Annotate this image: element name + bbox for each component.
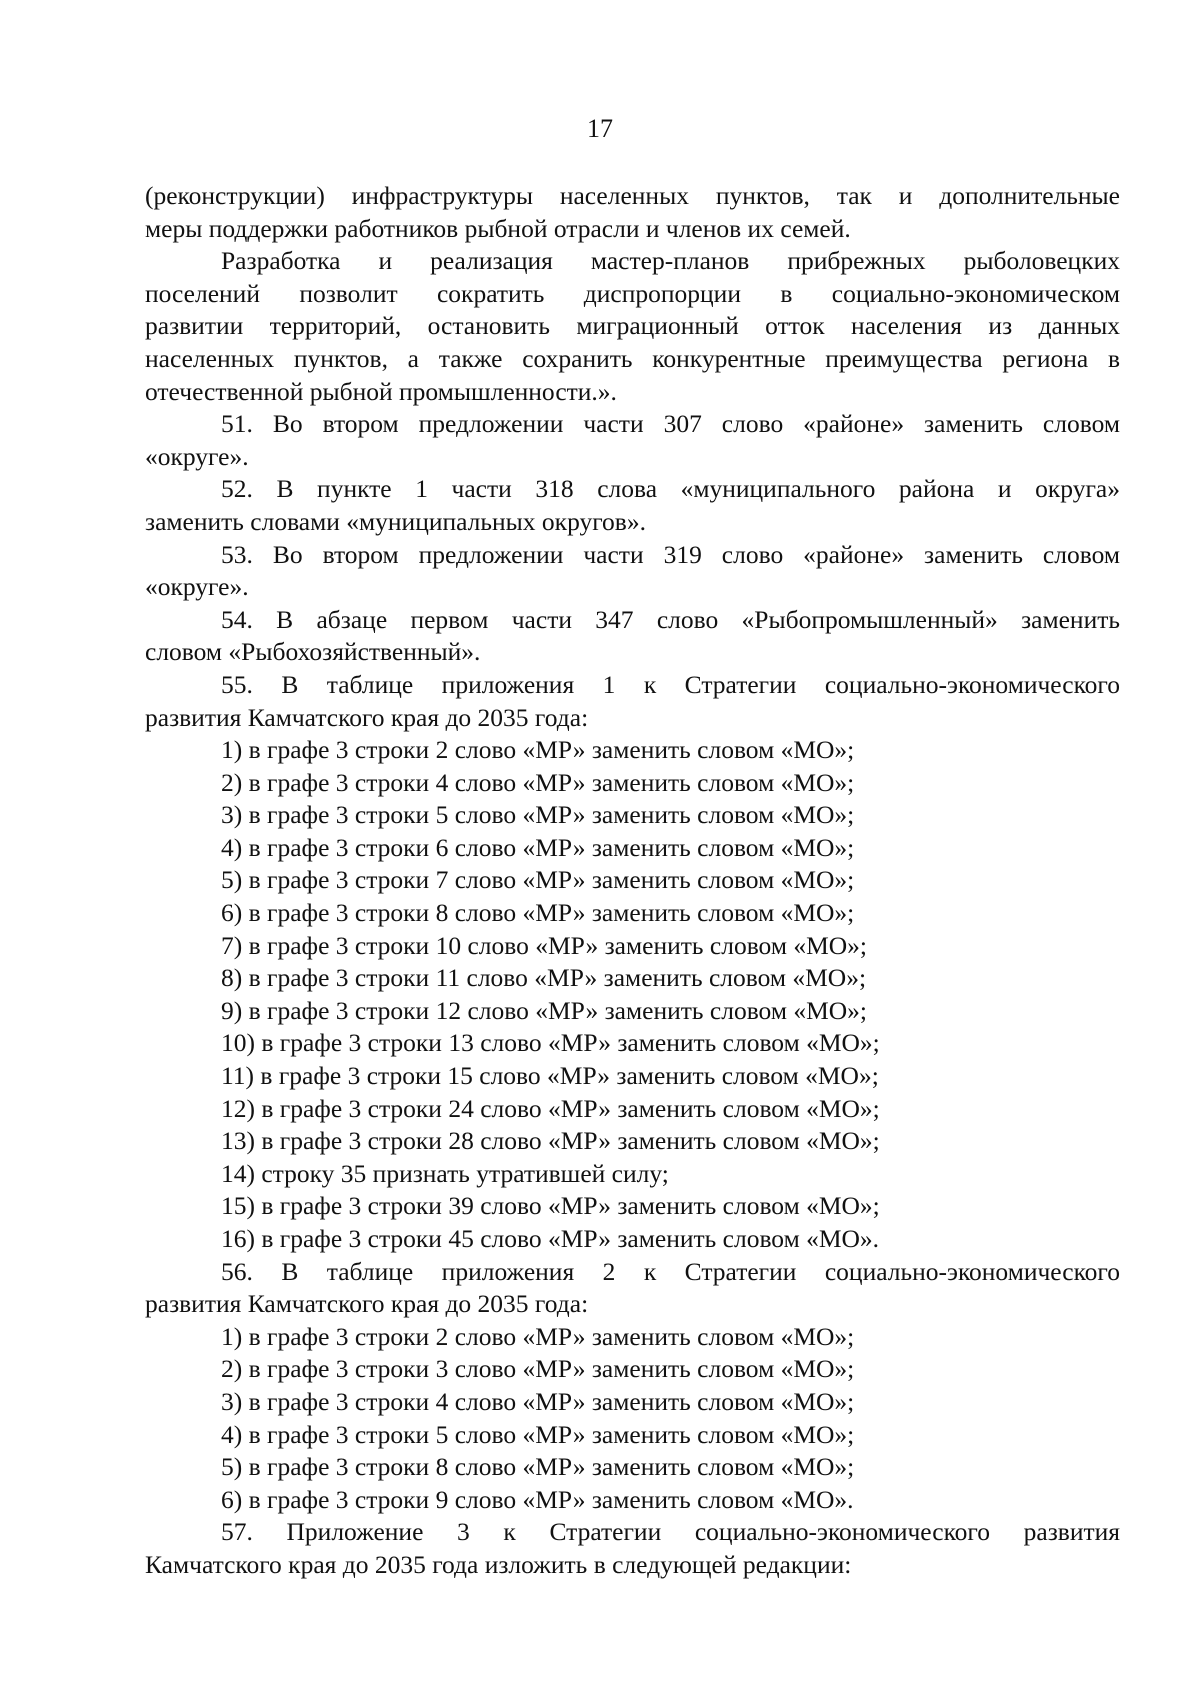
list-item: 5) в графе 3 строки 7 слово «МР» заменить словом «МО»; xyxy=(221,865,855,895)
text-line: «округе». xyxy=(145,441,249,471)
paragraph-item-55 xyxy=(145,669,1120,734)
list-item: 8) в графе 3 строки 11 слово «МР» заменить словом «МО»; xyxy=(221,963,867,993)
text-line: отечественной рыбной промышленности.». xyxy=(145,376,617,406)
list-item: 10) в графе 3 строки 13 слово «МР» заменить словом «МО»; xyxy=(221,1028,880,1058)
text-line: Разработка и реализация мастер-планов прибрежных рыболовецких xyxy=(221,246,1120,276)
paragraph-master-plans xyxy=(145,245,1120,408)
text-line: развития Камчатского края до 2035 года: xyxy=(145,702,589,732)
list-item: 3) в графе 3 строки 4 слово «МР» заменить словом «МО»; xyxy=(221,1386,855,1416)
text-line: 52. В пункте 1 части 318 слова «муниципального района и округа» xyxy=(221,474,1120,504)
text-line: Камчатского края до 2035 года изложить в следующей редакции: xyxy=(145,1549,852,1579)
paragraph-item-52 xyxy=(145,473,1120,538)
text-line: словом «Рыбохозяйственный». xyxy=(145,637,481,667)
paragraph-item-56 xyxy=(145,1256,1120,1321)
text-line: 51. Во втором предложении части 307 слово «районе» заменить словом xyxy=(221,409,1120,439)
paragraph-item-53 xyxy=(145,539,1120,604)
text-line: 57. Приложение 3 к Стратегии социально-экономического развития xyxy=(221,1517,1120,1547)
list-item: 1) в графе 3 строки 2 слово «МР» заменить словом «МО»; xyxy=(221,1321,855,1351)
text-line: 54. В абзаце первом части 347 слово «Рыбопромышленный» заменить xyxy=(221,604,1120,634)
paragraph-item-57 xyxy=(145,1516,1120,1581)
paragraph-item-54 xyxy=(145,604,1120,669)
text-line: «округе». xyxy=(145,572,249,602)
list-item: 16) в графе 3 строки 45 слово «МР» заменить словом «МО». xyxy=(221,1224,880,1253)
list-item: 3) в графе 3 строки 5 слово «МР» заменить словом «МО»; xyxy=(221,800,855,830)
text-line: поселений позволит сократить диспропорции в социально-экономическом xyxy=(145,278,1120,308)
list-item: 4) в графе 3 строки 5 слово «МР» заменить словом «МО»; xyxy=(221,1419,855,1449)
page-number: 17 xyxy=(587,114,613,143)
text-line: населенных пунктов, а также сохранить конкурентные преимущества региона в xyxy=(145,343,1120,373)
list-item-55-subitems xyxy=(145,734,1120,1256)
text-line: развитии территорий, остановить миграционный отток населения из данных xyxy=(145,311,1120,341)
list-item: 14) строку 35 признать утратившей силу; xyxy=(221,1158,669,1188)
list-item: 12) в графе 3 строки 24 слово «МР» заменить словом «МО»; xyxy=(221,1093,880,1123)
list-item: 6) в графе 3 строки 8 слово «МР» заменить словом «МО»; xyxy=(221,898,855,928)
text-line: 53. Во втором предложении части 319 слово «районе» заменить словом xyxy=(221,539,1120,569)
list-item: 6) в графе 3 строки 9 слово «МР» заменить словом «МО». xyxy=(221,1484,854,1514)
list-item: 9) в графе 3 строки 12 слово «МР» заменить словом «МО»; xyxy=(221,995,868,1025)
list-item: 15) в графе 3 строки 39 слово «МР» заменить словом «МО»; xyxy=(221,1191,880,1221)
list-item: 11) в графе 3 строки 15 слово «МР» заменить словом «МО»; xyxy=(221,1061,879,1091)
text-line: 55. В таблице приложения 1 к Стратегии социально-экономического xyxy=(221,669,1120,699)
list-item: 5) в графе 3 строки 8 слово «МР» заменить словом «МО»; xyxy=(221,1452,855,1482)
list-item-56-subitems xyxy=(145,1321,1120,1517)
list-item: 2) в графе 3 строки 3 слово «МР» заменить словом «МО»; xyxy=(221,1354,855,1384)
list-item: 13) в графе 3 строки 28 слово «МР» заменить словом «МО»; xyxy=(221,1126,880,1156)
list-item: 4) в графе 3 строки 6 слово «МР» заменить словом «МО»; xyxy=(221,832,855,862)
paragraph-item-51 xyxy=(145,408,1120,473)
list-item: 1) в графе 3 строки 2 слово «МР» заменить словом «МО»; xyxy=(221,735,855,765)
paragraph-continuation xyxy=(145,180,1120,245)
list-item: 2) в графе 3 строки 4 слово «МР» заменить словом «МО»; xyxy=(221,767,855,797)
text-line: 56. В таблице приложения 2 к Стратегии социально-экономического xyxy=(221,1256,1120,1286)
list-item: 7) в графе 3 строки 10 слово «МР» заменить словом «МО»; xyxy=(221,930,868,960)
text-line: развития Камчатского края до 2035 года: xyxy=(145,1289,589,1319)
text-line: меры поддержки работников рыбной отрасли и членов их семей. xyxy=(145,213,851,243)
text-line: заменить словами «муниципальных округов». xyxy=(145,506,646,536)
document-body xyxy=(145,180,1120,1582)
text-line: (реконструкции) инфраструктуры населенных пунктов, так и дополнительные xyxy=(145,181,1120,210)
